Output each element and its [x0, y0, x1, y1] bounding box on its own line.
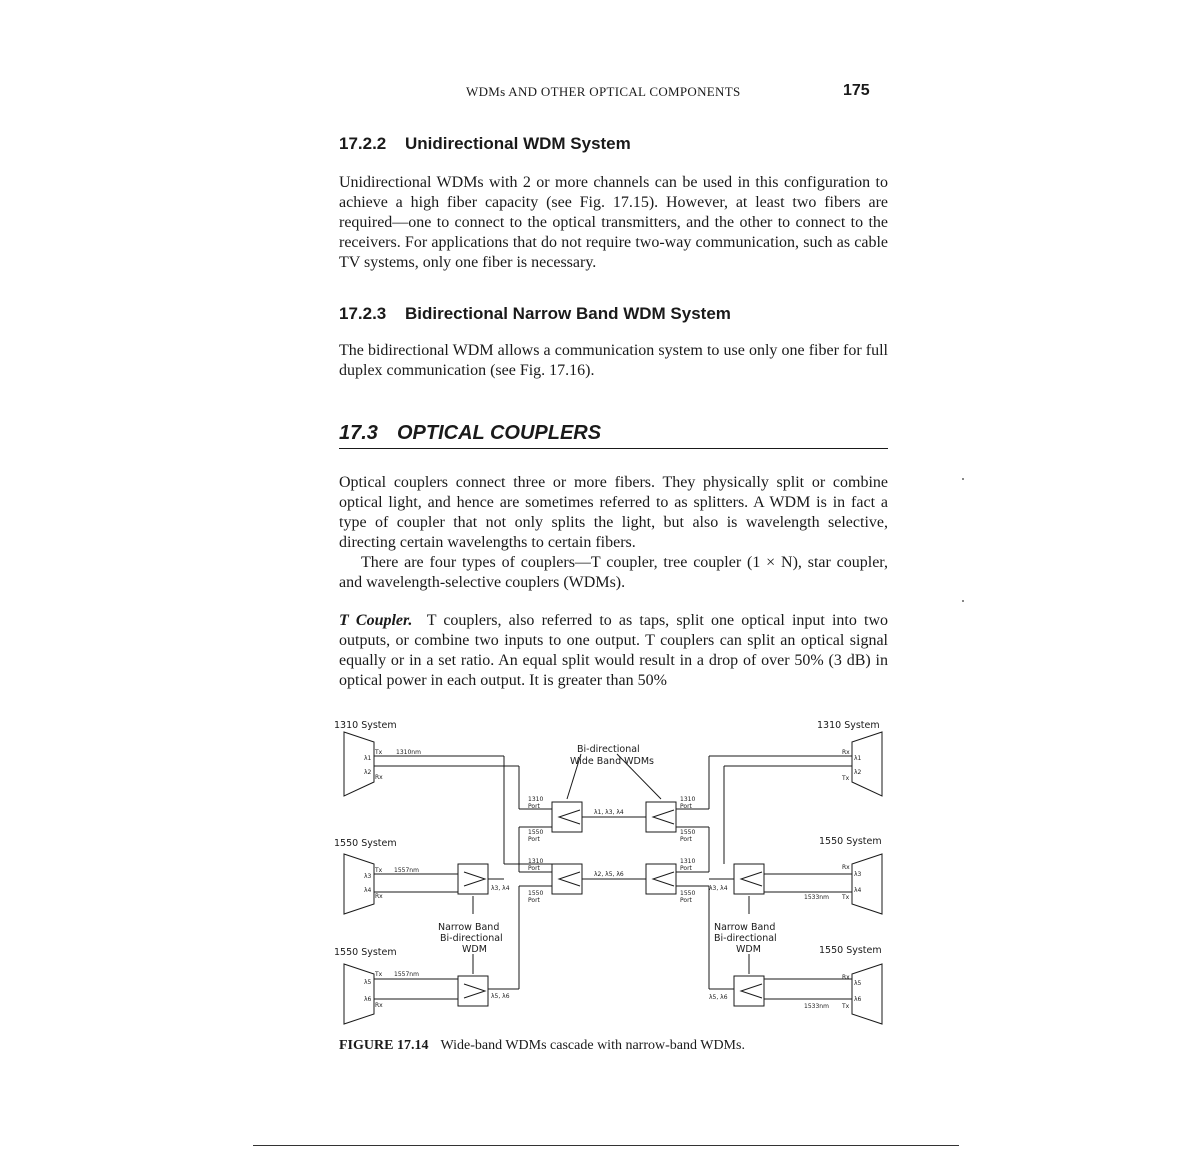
label-port-number: 1310 [528, 796, 544, 803]
label-port-number: 1550 [528, 890, 544, 897]
label-port: Port [680, 865, 692, 872]
trapezoid-1550-right-1 [852, 854, 882, 914]
wdm-symbol [741, 872, 762, 886]
label-port-number: 1550 [680, 890, 696, 897]
label-tx: Tx [375, 867, 383, 874]
section-number: 17.2.2 [339, 134, 387, 153]
caption-text: Wide-band WDMs cascade with narrow-band WDMs. [440, 1038, 745, 1053]
label-narrow-band: Narrow Band [438, 922, 500, 933]
label-wavelength-nm: 1557nm [394, 971, 419, 978]
label-wide-band: Bi-directional [577, 744, 640, 755]
label-port: Port [680, 897, 692, 904]
wide-band-wdm-right-2 [646, 864, 676, 894]
label-port-number: 1310 [680, 858, 696, 865]
label-narrow-band: WDM [462, 944, 487, 955]
label-narrow-band: Bi-directional [440, 933, 503, 944]
section-17-3-heading [339, 422, 888, 449]
paragraph: The bidirectional WDM allows a communication system to use only one fiber for full duplex communication (see Fig. 17.16). [339, 342, 888, 379]
wide-band-wdm-right-1 [646, 802, 676, 832]
label-port: Port [528, 836, 540, 843]
wdm-symbol [741, 984, 762, 998]
section-17-2-3-heading [339, 304, 731, 324]
section-17-2-3-body [339, 341, 888, 381]
label-rx: Rx [375, 893, 383, 900]
label-lambda: λ4 [854, 887, 862, 894]
label-rx: Rx [842, 864, 850, 871]
label-wavelengths: λ1, λ3, λ4 [594, 809, 624, 816]
paragraph-text: T couplers, also referred to as taps, split one optical input into two outputs, or combine two inputs to one output. T couplers can split an optical signal equally or in a set ratio. An equal split would result in a drop of over 50% (3 dB) in optical power in each output. It is greater than 50% [339, 612, 889, 689]
label-lambda: λ5 [854, 980, 862, 987]
section-17-2-2-heading [339, 134, 631, 154]
narrow-band-wdm-right-2 [734, 976, 764, 1006]
label-narrow-band: Bi-directional [714, 933, 777, 944]
label-port-number: 1310 [528, 858, 544, 865]
page-number: 175 [843, 82, 870, 99]
figure-wdm-diagram [334, 714, 894, 1034]
label-lambda: λ3 [364, 873, 372, 880]
label-tx: Tx [375, 971, 383, 978]
label-port: Port [528, 897, 540, 904]
narrow-band-wdm-right-1 [734, 864, 764, 894]
label-1550-system: 1550 System [819, 836, 882, 847]
running-head: WDMs AND OTHER OPTICAL COMPONENTS [466, 84, 741, 99]
section-17-3-body [339, 473, 888, 593]
label-lambda: λ6 [854, 996, 862, 1003]
scan-speck [962, 478, 964, 480]
label-port-number: 1310 [680, 796, 696, 803]
paragraph: Unidirectional WDMs with 2 or more channels can be used in this configuration to achieve a high fiber capacity (see Fig. 17.15). However, at least two fibers are required—one to connect to the optical transmitters, and the other to connect to the receivers. For applications that do not require two-way communication, such as cable TV systems, only one fiber is necessary. [339, 174, 888, 271]
label-wavelength-nm: 1533nm [804, 1003, 829, 1010]
label-wavelength-nm: 1557nm [394, 867, 419, 874]
section-title: Unidirectional WDM System [405, 134, 631, 153]
wide-band-wdm-left-1 [552, 802, 582, 832]
trapezoid-1550-left-2 [344, 964, 374, 1024]
section-title: Bidirectional Narrow Band WDM System [405, 304, 731, 323]
trapezoid-1310-right [852, 732, 882, 796]
figure-label: FIGURE 17.14 [339, 1038, 429, 1053]
label-lambda: λ2 [364, 769, 372, 776]
page-bottom-rule [253, 1145, 959, 1146]
label-wide-band: Wide Band WDMs [570, 756, 654, 767]
label-lambda: λ1 [854, 755, 862, 762]
wdm-symbol [653, 872, 674, 886]
label-narrow-band: WDM [736, 944, 761, 955]
trapezoid-1550-right-2 [852, 964, 882, 1024]
label-tx: Tx [375, 749, 383, 756]
label-1550-system: 1550 System [334, 947, 397, 958]
label-port: Port [680, 836, 692, 843]
trapezoid-1550-left-1 [344, 854, 374, 914]
wide-band-wdm-left-2 [552, 864, 582, 894]
label-wavelengths: λ5, λ6 [491, 993, 510, 1000]
label-tx: Tx [842, 1003, 850, 1010]
paragraph: There are four types of couplers—T coupler, tree coupler (1 × N), star coupler, and wavelength-selective couplers (WDMs). [339, 554, 888, 591]
label-port: Port [528, 803, 540, 810]
label-lambda: λ5 [364, 979, 372, 986]
label-tx: Tx [842, 894, 850, 901]
label-rx: Rx [842, 974, 850, 981]
label-wavelength-nm: 1310nm [396, 749, 421, 756]
section-number: 17.3 [339, 422, 378, 444]
label-lambda: λ1 [364, 755, 372, 762]
label-1550-system: 1550 System [819, 945, 882, 956]
wdm-symbol [559, 872, 580, 886]
label-1310-system: 1310 System [334, 720, 397, 731]
label-rx: Rx [842, 749, 850, 756]
run-in-heading: T Coupler. [339, 612, 413, 629]
figure-caption [339, 1038, 745, 1054]
scan-speck [962, 600, 964, 602]
label-wavelengths: λ5, λ6 [709, 994, 728, 1001]
label-lambda: λ4 [364, 887, 372, 894]
paragraph: Optical couplers connect three or more fibers. They physically split or combine optical light, and hence are sometimes referred to as splitters. A WDM is in fact a type of coupler that not only splits the light, but also is wavelength selective, directing certain wavelengths to certain fibers. [339, 474, 888, 551]
label-wavelength-nm: 1533nm [804, 894, 829, 901]
label-wavelengths: λ3, λ4 [491, 885, 510, 892]
label-port: Port [680, 803, 692, 810]
label-lambda: λ2 [854, 769, 862, 776]
section-title: OPTICAL COUPLERS [397, 422, 602, 444]
wdm-symbol [653, 810, 674, 824]
label-rx: Rx [375, 1002, 383, 1009]
wdm-cascade-diagram [334, 714, 894, 1034]
wdm-symbol [464, 984, 485, 998]
section-number: 17.2.3 [339, 304, 387, 323]
label-lambda: λ6 [364, 996, 372, 1003]
label-1550-system: 1550 System [334, 838, 397, 849]
label-port-number: 1550 [528, 829, 544, 836]
wdm-symbol [464, 872, 485, 886]
label-narrow-band: Narrow Band [714, 922, 776, 933]
label-tx: Tx [842, 775, 850, 782]
trapezoid-1310-left [344, 732, 374, 796]
label-port: Port [528, 865, 540, 872]
t-coupler-paragraph [339, 611, 888, 691]
label-wavelengths: λ2, λ5, λ6 [594, 871, 624, 878]
label-1310-system: 1310 System [817, 720, 880, 731]
label-port-number: 1550 [680, 829, 696, 836]
label-rx: Rx [375, 774, 383, 781]
label-lambda: λ3 [854, 871, 862, 878]
section-17-2-2-body [339, 173, 888, 273]
label-wavelengths: λ3, λ4 [709, 885, 728, 892]
wdm-symbol [559, 810, 580, 824]
